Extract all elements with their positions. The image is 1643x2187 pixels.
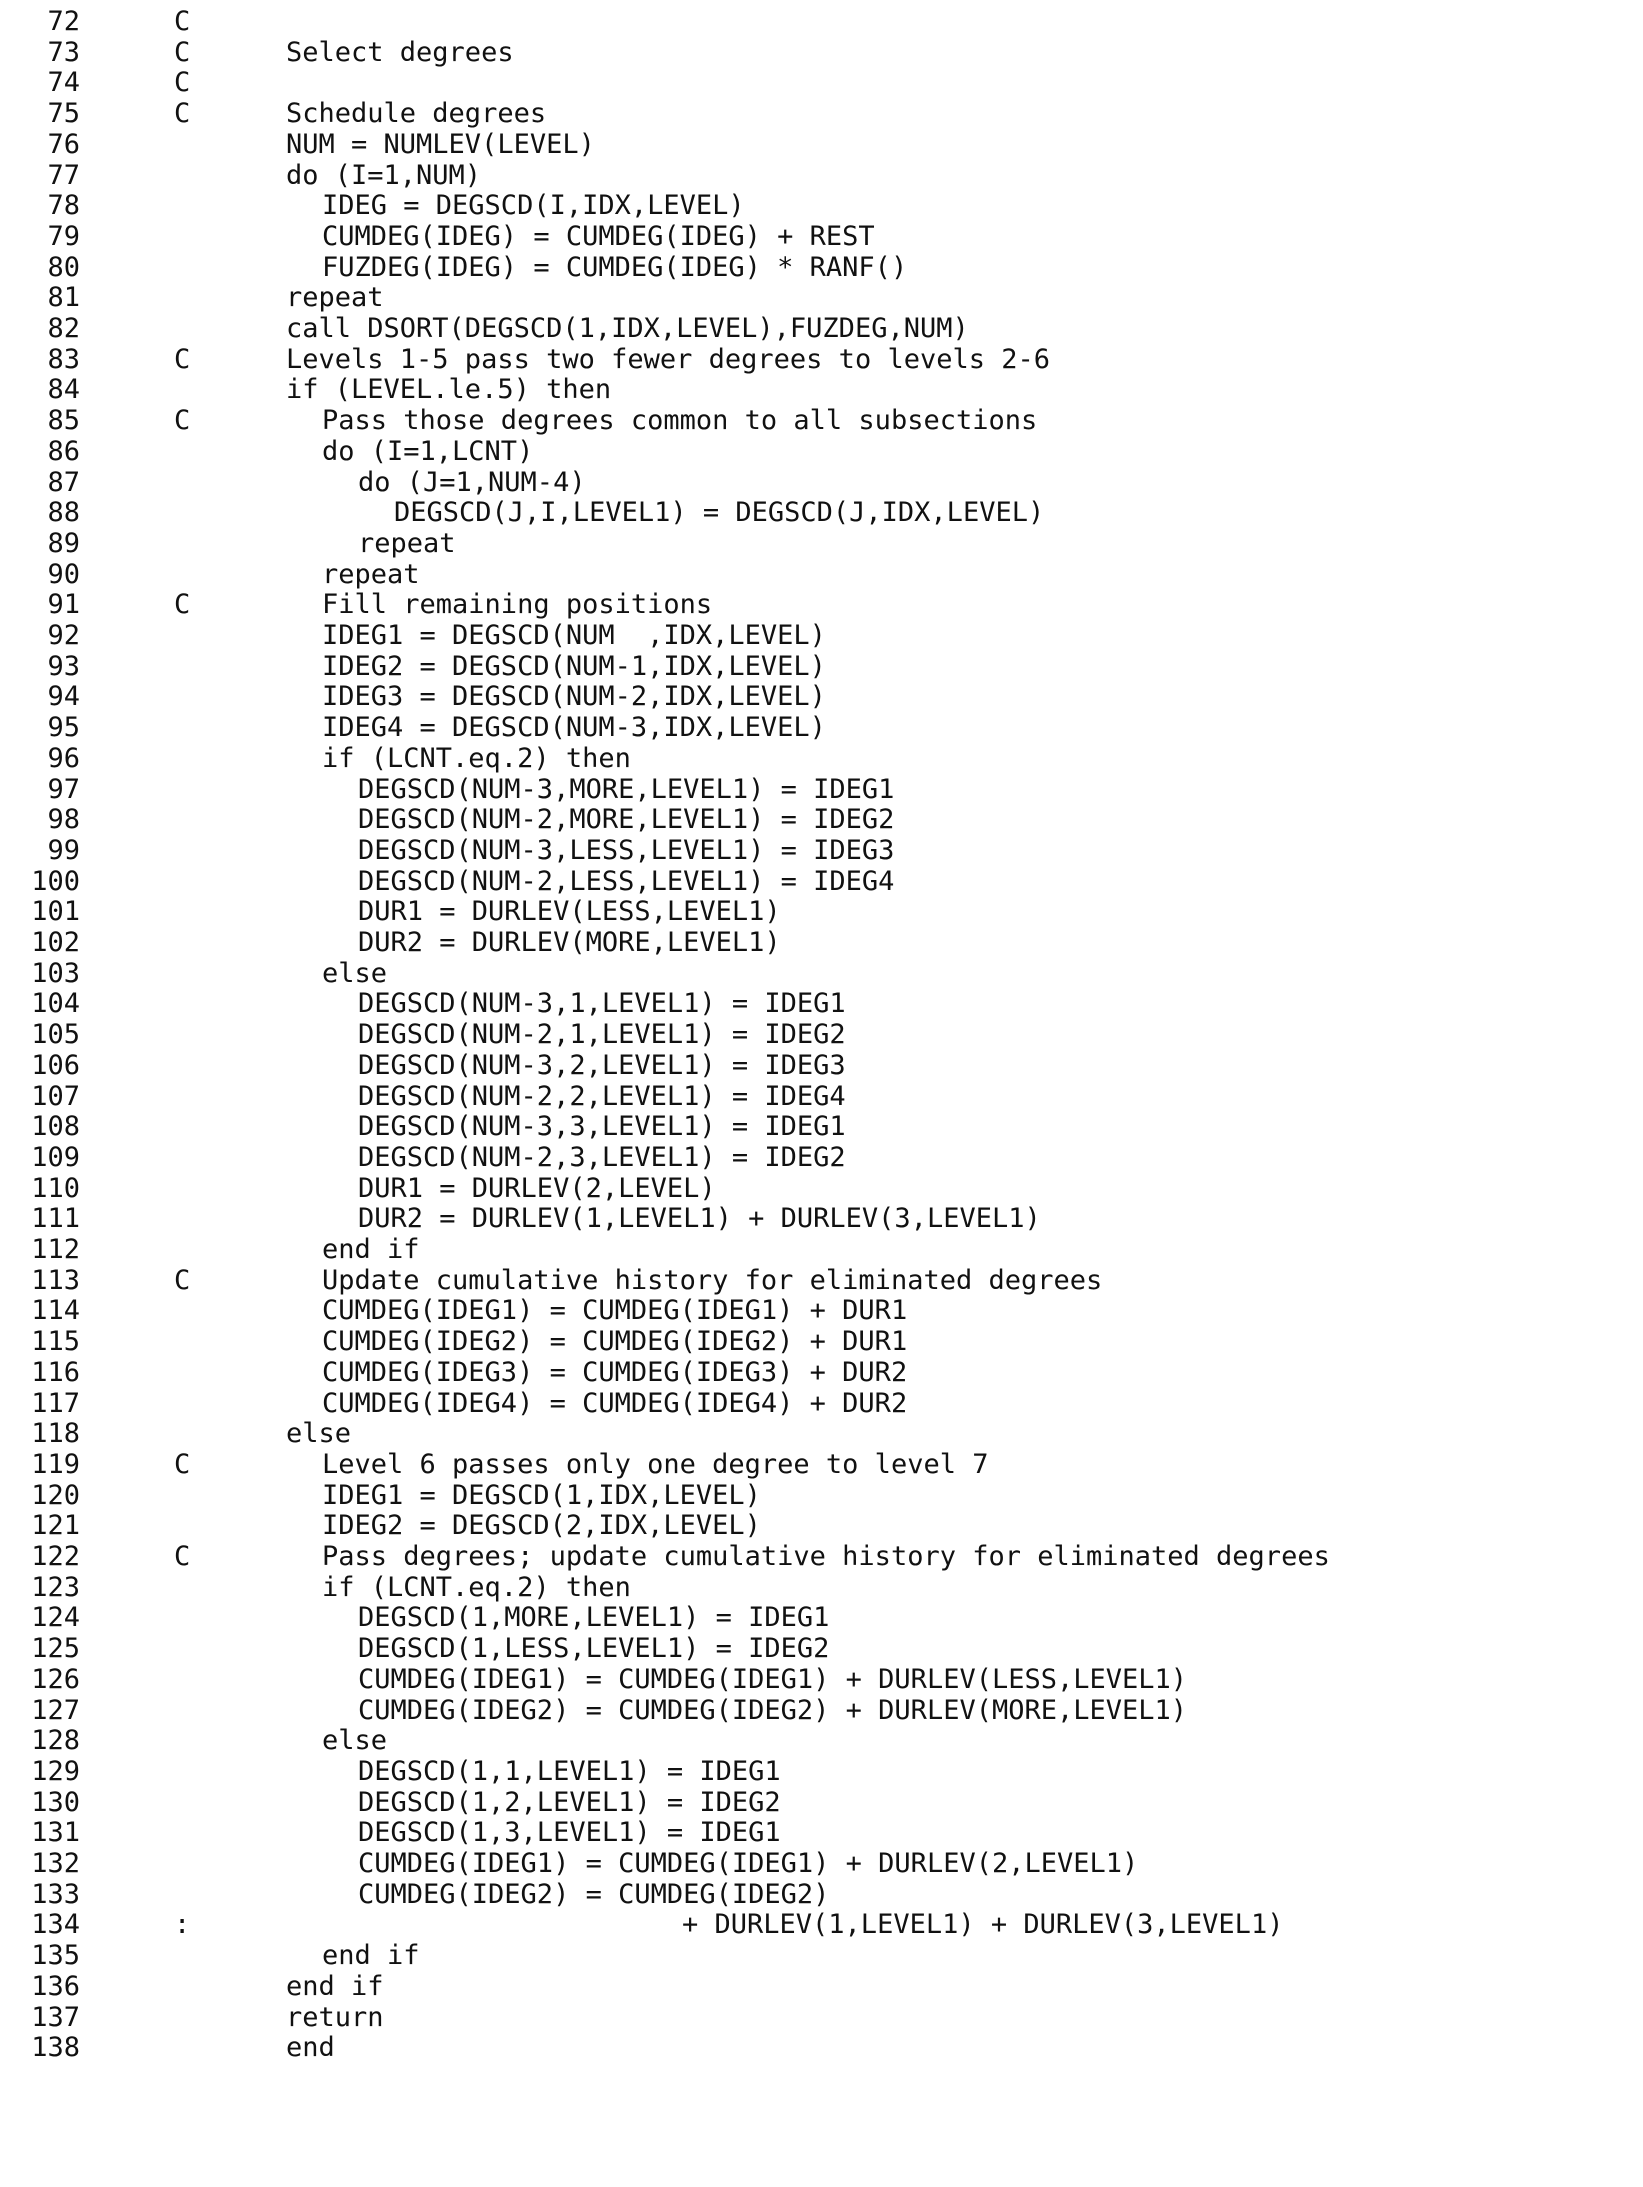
code-line (0, 37, 1643, 69)
line-number: 115 (31, 1326, 80, 1358)
code-line (0, 1541, 1643, 1573)
code-line (0, 589, 1643, 621)
code-line (0, 1295, 1643, 1327)
comment-marker: C (174, 36, 191, 68)
code-line (0, 1203, 1643, 1235)
code-text: IDEG4 = DEGSCD(NUM-3,IDX,LEVEL) (322, 712, 826, 744)
line-number: 84 (47, 374, 80, 406)
line-number: 89 (47, 527, 80, 559)
line-number: 109 (31, 1141, 80, 1173)
code-line (0, 1111, 1643, 1143)
code-text: do (I=1,LCNT) (322, 435, 534, 467)
comment-marker: : (174, 1909, 191, 1941)
line-number: 103 (31, 957, 80, 989)
line-number: 133 (31, 1878, 80, 1910)
code-line (0, 1879, 1643, 1911)
line-number: 110 (31, 1172, 80, 1204)
code-text: FUZDEG(IDEG) = CUMDEG(IDEG) * RANF() (322, 251, 908, 283)
code-line (0, 2002, 1643, 2034)
line-number: 126 (31, 1663, 80, 1695)
line-number: 138 (31, 2032, 80, 2064)
code-text: DEGSCD(NUM-2,3,LEVEL1) = IDEG2 (358, 1141, 846, 1173)
code-line (0, 1725, 1643, 1757)
code-line (0, 497, 1643, 529)
code-line (0, 1142, 1643, 1174)
code-line (0, 221, 1643, 253)
code-text: DEGSCD(NUM-2,MORE,LEVEL1) = IDEG2 (358, 804, 895, 836)
code-text: DEGSCD(NUM-2,LESS,LEVEL1) = IDEG4 (358, 865, 895, 897)
code-line (0, 1848, 1643, 1880)
code-text: DEGSCD(NUM-3,MORE,LEVEL1) = IDEG1 (358, 773, 895, 805)
code-text: CUMDEG(IDEG3) = CUMDEG(IDEG3) + DUR2 (322, 1356, 908, 1388)
line-number: 95 (47, 712, 80, 744)
code-text: IDEG = DEGSCD(I,IDX,LEVEL) (322, 190, 745, 222)
line-number: 72 (47, 6, 80, 37)
code-text: Pass degrees; update cumulative history for eliminated degrees (322, 1541, 1330, 1572)
code-text: Levels 1-5 pass two fewer degrees to levels 2-6 (286, 343, 1051, 375)
code-text: DEGSCD(NUM-3,1,LEVEL1) = IDEG1 (358, 988, 846, 1020)
code-line (0, 282, 1643, 314)
line-number: 93 (47, 650, 80, 682)
code-line (0, 1817, 1643, 1849)
comment-marker: C (174, 6, 191, 37)
code-line (0, 1234, 1643, 1266)
code-line (0, 866, 1643, 898)
line-number: 100 (31, 865, 80, 897)
comment-marker: C (174, 1448, 191, 1480)
code-line (0, 405, 1643, 437)
comment-marker: C (174, 589, 191, 621)
code-text: IDEG3 = DEGSCD(NUM-2,IDX,LEVEL) (322, 681, 826, 713)
code-text: DEGSCD(1,LESS,LEVEL1) = IDEG2 (358, 1633, 830, 1665)
line-number: 137 (31, 2001, 80, 2033)
line-number: 111 (31, 1203, 80, 1235)
code-line (0, 835, 1643, 867)
line-number: 86 (47, 435, 80, 467)
line-number: 117 (31, 1387, 80, 1419)
code-text: DEGSCD(NUM-2,2,LEVEL1) = IDEG4 (358, 1080, 846, 1112)
line-number: 77 (47, 159, 80, 191)
code-line (0, 6, 1643, 38)
line-number: 98 (47, 804, 80, 836)
line-number: 114 (31, 1295, 80, 1327)
code-line (0, 958, 1643, 990)
code-text: repeat (322, 558, 420, 590)
code-text: DUR1 = DURLEV(2,LEVEL) (358, 1172, 716, 1204)
line-number: 116 (31, 1356, 80, 1388)
code-line (0, 1940, 1643, 1972)
code-text: CUMDEG(IDEG4) = CUMDEG(IDEG4) + DUR2 (322, 1387, 908, 1419)
code-text: DEGSCD(J,I,LEVEL1) = DEGSCD(J,IDX,LEVEL) (394, 497, 1045, 529)
line-number: 113 (31, 1264, 80, 1296)
code-line (0, 804, 1643, 836)
code-line (0, 896, 1643, 928)
line-number: 124 (31, 1602, 80, 1634)
code-text: end if (322, 1234, 420, 1265)
line-number: 75 (47, 98, 80, 130)
code-line (0, 1019, 1643, 1051)
code-line (0, 1081, 1643, 1113)
code-line (0, 1971, 1643, 2003)
code-text: DEGSCD(1,3,LEVEL1) = IDEG1 (358, 1817, 781, 1849)
line-number: 120 (31, 1479, 80, 1511)
code-line (0, 1265, 1643, 1297)
code-line (0, 1173, 1643, 1205)
line-number: 83 (47, 343, 80, 375)
line-number: 76 (47, 128, 80, 160)
code-text: CUMDEG(IDEG1) = CUMDEG(IDEG1) + DURLEV(LESS,LEVEL1) (358, 1663, 1188, 1695)
code-text: + DURLEV(1,LEVEL1) + DURLEV(3,LEVEL1) (682, 1909, 1284, 1941)
code-line (0, 620, 1643, 652)
line-number: 112 (31, 1234, 80, 1265)
code-line (0, 1449, 1643, 1481)
code-line (0, 1418, 1643, 1450)
code-text: do (J=1,NUM-4) (358, 466, 586, 498)
code-line (0, 344, 1643, 376)
code-text: repeat (358, 527, 456, 559)
code-line (0, 1909, 1643, 1941)
code-line (0, 651, 1643, 683)
line-number: 92 (47, 620, 80, 651)
line-number: 132 (31, 1848, 80, 1879)
code-line (0, 67, 1643, 99)
line-number: 85 (47, 405, 80, 437)
line-number: 121 (31, 1510, 80, 1542)
line-number: 135 (31, 1940, 80, 1972)
code-text: if (LCNT.eq.2) then (322, 742, 631, 774)
line-number: 88 (47, 497, 80, 529)
code-line (0, 252, 1643, 284)
code-text: CUMDEG(IDEG2) = CUMDEG(IDEG2) + DUR1 (322, 1326, 908, 1358)
code-line (0, 98, 1643, 130)
line-number: 123 (31, 1571, 80, 1603)
line-number: 91 (47, 589, 80, 621)
code-line (0, 1357, 1643, 1389)
code-line (0, 1050, 1643, 1082)
line-number: 107 (31, 1080, 80, 1112)
comment-marker: C (174, 67, 191, 99)
code-line (0, 1326, 1643, 1358)
line-number: 79 (47, 220, 80, 252)
line-number: 105 (31, 1019, 80, 1051)
code-text: IDEG2 = DEGSCD(2,IDX,LEVEL) (322, 1510, 761, 1542)
comment-marker: C (174, 405, 191, 437)
line-number: 102 (31, 927, 80, 958)
line-number: 73 (47, 36, 80, 68)
line-number: 87 (47, 466, 80, 498)
code-text: DEGSCD(1,MORE,LEVEL1) = IDEG1 (358, 1602, 830, 1634)
code-line (0, 743, 1643, 775)
code-text: DUR2 = DURLEV(1,LEVEL1) + DURLEV(3,LEVEL1) (358, 1203, 1041, 1235)
comment-marker: C (174, 1541, 191, 1572)
line-number: 106 (31, 1049, 80, 1081)
line-number: 104 (31, 988, 80, 1020)
code-text: IDEG1 = DEGSCD(1,IDX,LEVEL) (322, 1479, 761, 1511)
code-line (0, 774, 1643, 806)
code-text: CUMDEG(IDEG2) = CUMDEG(IDEG2) + DURLEV(MORE,LEVEL1) (358, 1694, 1188, 1726)
code-text: CUMDEG(IDEG1) = CUMDEG(IDEG1) + DURLEV(2,LEVEL1) (358, 1848, 1139, 1879)
code-text: if (LEVEL.le.5) then (286, 374, 612, 406)
line-number: 119 (31, 1448, 80, 1480)
line-number: 122 (31, 1541, 80, 1572)
code-line (0, 1787, 1643, 1819)
code-line (0, 712, 1643, 744)
line-number: 131 (31, 1817, 80, 1849)
code-line (0, 927, 1643, 959)
code-line (0, 190, 1643, 222)
line-number: 81 (47, 282, 80, 314)
line-number: 130 (31, 1786, 80, 1818)
code-text: Schedule degrees (286, 98, 547, 130)
line-number: 101 (31, 896, 80, 928)
line-number: 97 (47, 773, 80, 805)
code-text: DEGSCD(1,1,LEVEL1) = IDEG1 (358, 1755, 781, 1787)
code-text: Pass those degrees common to all subsections (322, 405, 1038, 437)
code-text: else (322, 1725, 388, 1757)
comment-marker: C (174, 343, 191, 375)
line-number: 118 (31, 1418, 80, 1450)
code-line (0, 1572, 1643, 1604)
line-number: 94 (47, 681, 80, 713)
code-line (0, 467, 1643, 499)
code-line (0, 1664, 1643, 1696)
line-number: 108 (31, 1111, 80, 1143)
code-line (0, 1756, 1643, 1788)
code-text: end if (286, 1970, 384, 2002)
line-number: 128 (31, 1725, 80, 1757)
code-line (0, 129, 1643, 161)
code-text: return (286, 2001, 384, 2033)
code-text: IDEG1 = DEGSCD(NUM ,IDX,LEVEL) (322, 620, 826, 651)
code-line (0, 160, 1643, 192)
code-line (0, 1510, 1643, 1542)
code-text: Select degrees (286, 36, 514, 68)
code-text: DEGSCD(NUM-3,3,LEVEL1) = IDEG1 (358, 1111, 846, 1143)
code-line (0, 313, 1643, 345)
comment-marker: C (174, 1264, 191, 1296)
line-number: 96 (47, 742, 80, 774)
code-text: NUM = NUMLEV(LEVEL) (286, 128, 595, 160)
code-text: call DSORT(DEGSCD(1,IDX,LEVEL),FUZDEG,NUM) (286, 313, 969, 344)
code-line (0, 374, 1643, 406)
code-text: CUMDEG(IDEG1) = CUMDEG(IDEG1) + DUR1 (322, 1295, 908, 1327)
line-number: 134 (31, 1909, 80, 1941)
code-text: CUMDEG(IDEG2) = CUMDEG(IDEG2) (358, 1878, 830, 1910)
code-line (0, 436, 1643, 468)
line-number: 90 (47, 558, 80, 590)
code-text: else (322, 957, 388, 989)
code-line (0, 681, 1643, 713)
code-line (0, 988, 1643, 1020)
line-number: 74 (47, 67, 80, 99)
code-text: Update cumulative history for eliminated degrees (322, 1264, 1103, 1296)
line-number: 82 (47, 313, 80, 344)
code-line (0, 1388, 1643, 1420)
code-text: Level 6 passes only one degree to level 7 (322, 1448, 989, 1480)
code-text: end if (322, 1940, 420, 1972)
code-line (0, 528, 1643, 560)
code-text: CUMDEG(IDEG) = CUMDEG(IDEG) + REST (322, 220, 875, 252)
code-text: DEGSCD(NUM-3,LESS,LEVEL1) = IDEG3 (358, 834, 895, 866)
code-line (0, 1633, 1643, 1665)
line-number: 125 (31, 1633, 80, 1665)
code-text: if (LCNT.eq.2) then (322, 1571, 631, 1603)
code-text: DEGSCD(1,2,LEVEL1) = IDEG2 (358, 1786, 781, 1818)
code-text: else (286, 1418, 352, 1450)
line-number: 136 (31, 1970, 80, 2002)
line-number: 80 (47, 251, 80, 283)
code-line (0, 559, 1643, 591)
code-text: end (286, 2032, 335, 2064)
code-line (0, 1695, 1643, 1727)
code-text: repeat (286, 282, 384, 314)
line-number: 129 (31, 1755, 80, 1787)
code-line (0, 1480, 1643, 1512)
code-text: DEGSCD(NUM-3,2,LEVEL1) = IDEG3 (358, 1049, 846, 1081)
comment-marker: C (174, 98, 191, 130)
code-text: IDEG2 = DEGSCD(NUM-1,IDX,LEVEL) (322, 650, 826, 682)
code-line (0, 2032, 1643, 2064)
line-number: 78 (47, 190, 80, 222)
code-text: do (I=1,NUM) (286, 159, 482, 191)
line-number: 99 (47, 834, 80, 866)
code-text: DUR2 = DURLEV(MORE,LEVEL1) (358, 927, 781, 958)
code-text: Fill remaining positions (322, 589, 713, 621)
line-number: 127 (31, 1694, 80, 1726)
code-text: DEGSCD(NUM-2,1,LEVEL1) = IDEG2 (358, 1019, 846, 1051)
code-text: DUR1 = DURLEV(LESS,LEVEL1) (358, 896, 781, 928)
code-line (0, 1602, 1643, 1634)
